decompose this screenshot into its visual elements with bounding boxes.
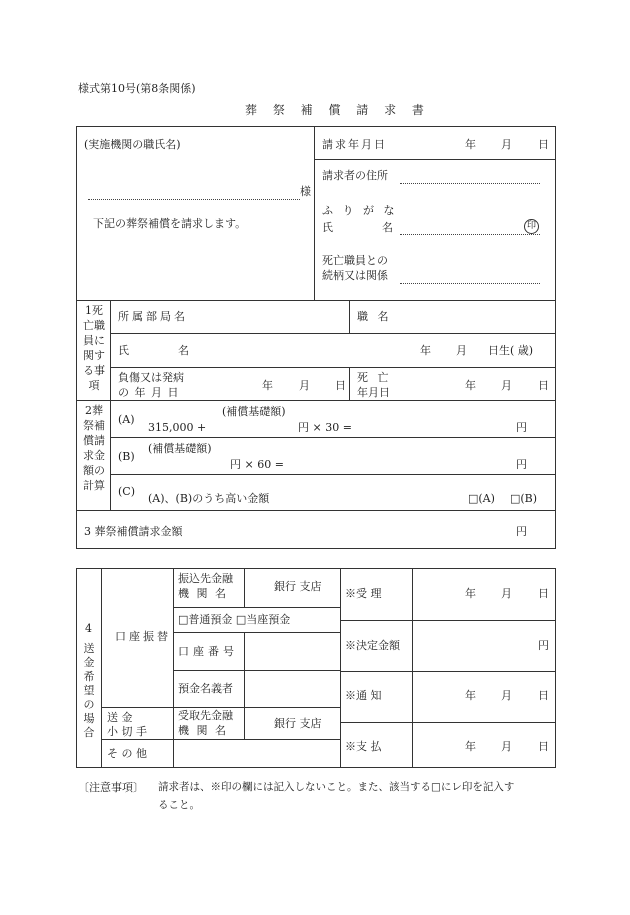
request-text: 下記の葬祭補償を請求します。 xyxy=(93,217,247,230)
section4-label: 送金希望の場合 xyxy=(83,642,95,739)
top-box xyxy=(76,126,556,301)
section1-label: 1死亡職員に関する事項 xyxy=(83,304,105,392)
row-a-amount: 315,000 + xyxy=(148,421,207,434)
section3-label: 3 葬祭補償請求金額 xyxy=(84,525,183,538)
agency-line xyxy=(88,199,300,200)
notified-label: ※通 知 xyxy=(345,689,382,702)
dept-label: 所属部局名 xyxy=(118,310,188,323)
honorific: 様 xyxy=(300,185,311,198)
address-label: 請求者の住所 xyxy=(322,169,388,182)
name-line xyxy=(400,234,540,235)
relation-label-1: 死亡職員との xyxy=(322,254,388,267)
relation-label-2: 続柄又は関係 xyxy=(322,269,388,282)
address-line xyxy=(400,183,540,184)
form-number: 様式第10号(第8条関係) xyxy=(78,82,196,95)
decided-amount-label: ※決定金額 xyxy=(345,639,400,652)
account-number-label: 口座番号 xyxy=(178,645,238,658)
notes-line-2: ること。 xyxy=(158,799,200,811)
deposit-type-checkboxes[interactable]: □普通預金 □当座預金 xyxy=(178,613,291,626)
option-b-checkbox[interactable]: □(B) xyxy=(510,492,538,505)
account-holder-label: 預金名義者 xyxy=(178,682,233,695)
bank-branch: 銀行 支店 xyxy=(274,580,322,593)
paid-label: ※支 払 xyxy=(345,740,382,753)
bank-transfer-label: 口座振替 xyxy=(115,630,171,643)
received-label: ※受 理 xyxy=(345,587,382,600)
furigana-label: ふ り が な xyxy=(322,204,398,217)
birth-day-age: 日生( 歳) xyxy=(488,344,534,357)
row-c-text: (A)、(B)のうち高い金額 xyxy=(148,492,270,505)
remittance-box xyxy=(76,568,556,768)
row-a-formula: 円 × 30 = xyxy=(298,421,352,434)
notes-label: 〔注意事項〕 xyxy=(78,781,144,794)
option-a-checkbox[interactable]: □(A) xyxy=(468,492,495,505)
row-b-formula: 円 × 60 = xyxy=(230,458,284,471)
request-date-label: 請求年月日 xyxy=(322,138,387,151)
section4-number: 4 xyxy=(85,622,92,635)
post-label: 職 名 xyxy=(357,310,392,323)
form-title: 葬 祭 補 償 請 求 書 xyxy=(245,103,430,117)
other-label: そ の 他 xyxy=(107,747,147,760)
agency-label: (実施機関の職氏名) xyxy=(84,138,181,151)
section2-label: 2葬祭補償請求金額の計算 xyxy=(83,404,105,492)
seal-mark: 印 xyxy=(524,219,539,234)
recv-branch: 銀行 支店 xyxy=(274,717,322,730)
notes-line-1: 請求者は、※印の欄には記入しないこと。また、該当する□にレ印を記入す xyxy=(158,781,515,793)
relation-line xyxy=(400,283,540,284)
